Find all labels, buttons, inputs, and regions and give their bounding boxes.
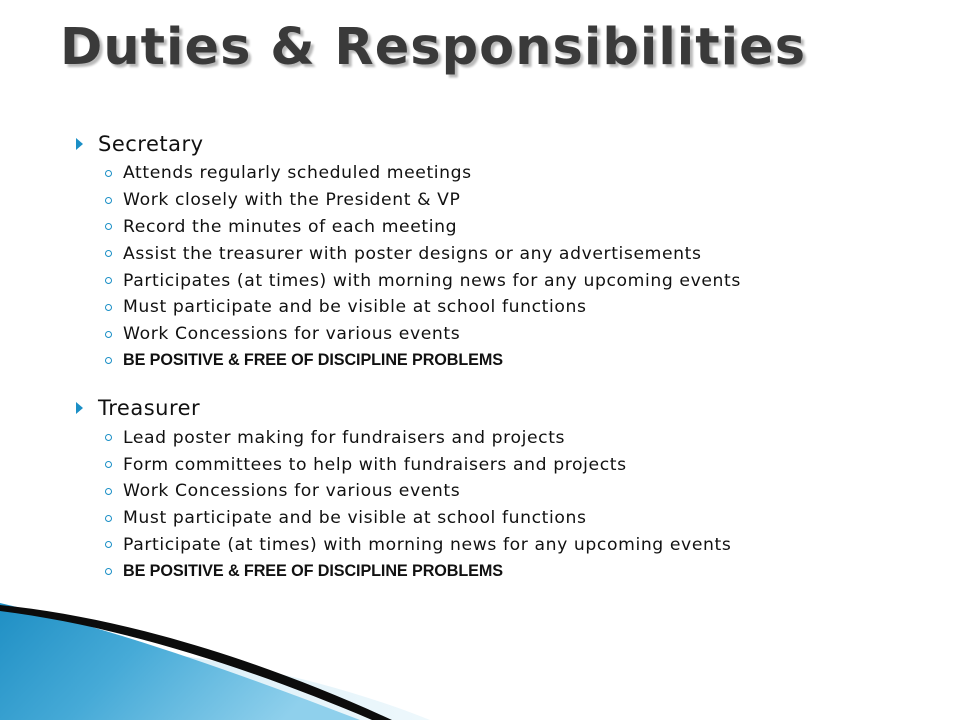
ring-bullet-icon — [105, 515, 112, 522]
list-item-text: Form committees to help with fundraisers and projects — [123, 454, 627, 475]
pale-blue-band — [0, 640, 430, 720]
arrow-bullet-icon — [76, 138, 83, 150]
ring-bullet-icon — [105, 277, 112, 284]
slide-body — [74, 130, 934, 585]
list-item — [74, 451, 934, 478]
list-item-text: Lead poster making for fundraisers and projects — [123, 427, 566, 448]
ring-bullet-icon — [105, 170, 112, 177]
list-item — [74, 321, 934, 348]
list-item-text: Must participate and be visible at school functions — [123, 508, 587, 529]
list-item — [74, 532, 934, 559]
list-item — [74, 478, 934, 505]
list-item-text: Participates (at times) with morning news for any upcoming events — [123, 270, 741, 291]
list-item-text: Attends regularly scheduled meetings — [123, 163, 472, 184]
list-item-text: Work closely with the President & VP — [123, 190, 461, 211]
list-item — [74, 160, 934, 187]
list-item-text: Must participate and be visible at school functions — [123, 297, 587, 318]
black-stripe — [0, 605, 392, 720]
section-heading: Treasurer — [98, 396, 201, 421]
ring-bullet-icon — [105, 568, 112, 575]
ring-bullet-icon — [105, 250, 112, 257]
section-secretary — [74, 130, 934, 374]
list-item — [74, 348, 934, 375]
slide-title: Duties & Responsibilities — [60, 18, 807, 77]
list-item — [74, 240, 934, 267]
section-heading-row — [74, 394, 934, 422]
secretary-duties-list — [74, 160, 934, 374]
list-item — [74, 187, 934, 214]
section-heading: Secretary — [98, 132, 204, 156]
list-item — [74, 294, 934, 321]
ring-bullet-icon — [105, 434, 112, 441]
section-heading-row — [74, 130, 934, 158]
list-item — [74, 424, 934, 451]
ring-bullet-icon — [105, 223, 112, 230]
ring-bullet-icon — [105, 357, 112, 364]
list-item-text-emphasis: BE POSITIVE & FREE OF DISCIPLINE PROBLEMS — [123, 562, 503, 581]
ring-bullet-icon — [105, 304, 112, 311]
list-item — [74, 558, 934, 585]
list-item-text: Assist the treasurer with poster designs or any advertisements — [123, 243, 702, 264]
ring-bullet-icon — [105, 488, 112, 495]
list-item — [74, 505, 934, 532]
arrow-bullet-icon — [76, 402, 83, 414]
treasurer-duties-list — [74, 424, 934, 585]
list-item — [74, 267, 934, 294]
ring-bullet-icon — [105, 461, 112, 468]
list-item-text: Work Concessions for various events — [123, 481, 461, 502]
list-item-text: Work Concessions for various events — [123, 324, 461, 345]
blue-gradient-band — [0, 603, 360, 720]
ring-bullet-icon — [105, 197, 112, 204]
list-item-text: Record the minutes of each meeting — [123, 216, 458, 237]
ring-bullet-icon — [105, 331, 112, 338]
list-item — [74, 214, 934, 241]
list-item-text: Participate (at times) with morning news for any upcoming events — [123, 534, 732, 555]
section-treasurer — [74, 394, 934, 585]
ring-bullet-icon — [105, 541, 112, 548]
list-item-text-emphasis: BE POSITIVE & FREE OF DISCIPLINE PROBLEMS — [123, 351, 503, 370]
